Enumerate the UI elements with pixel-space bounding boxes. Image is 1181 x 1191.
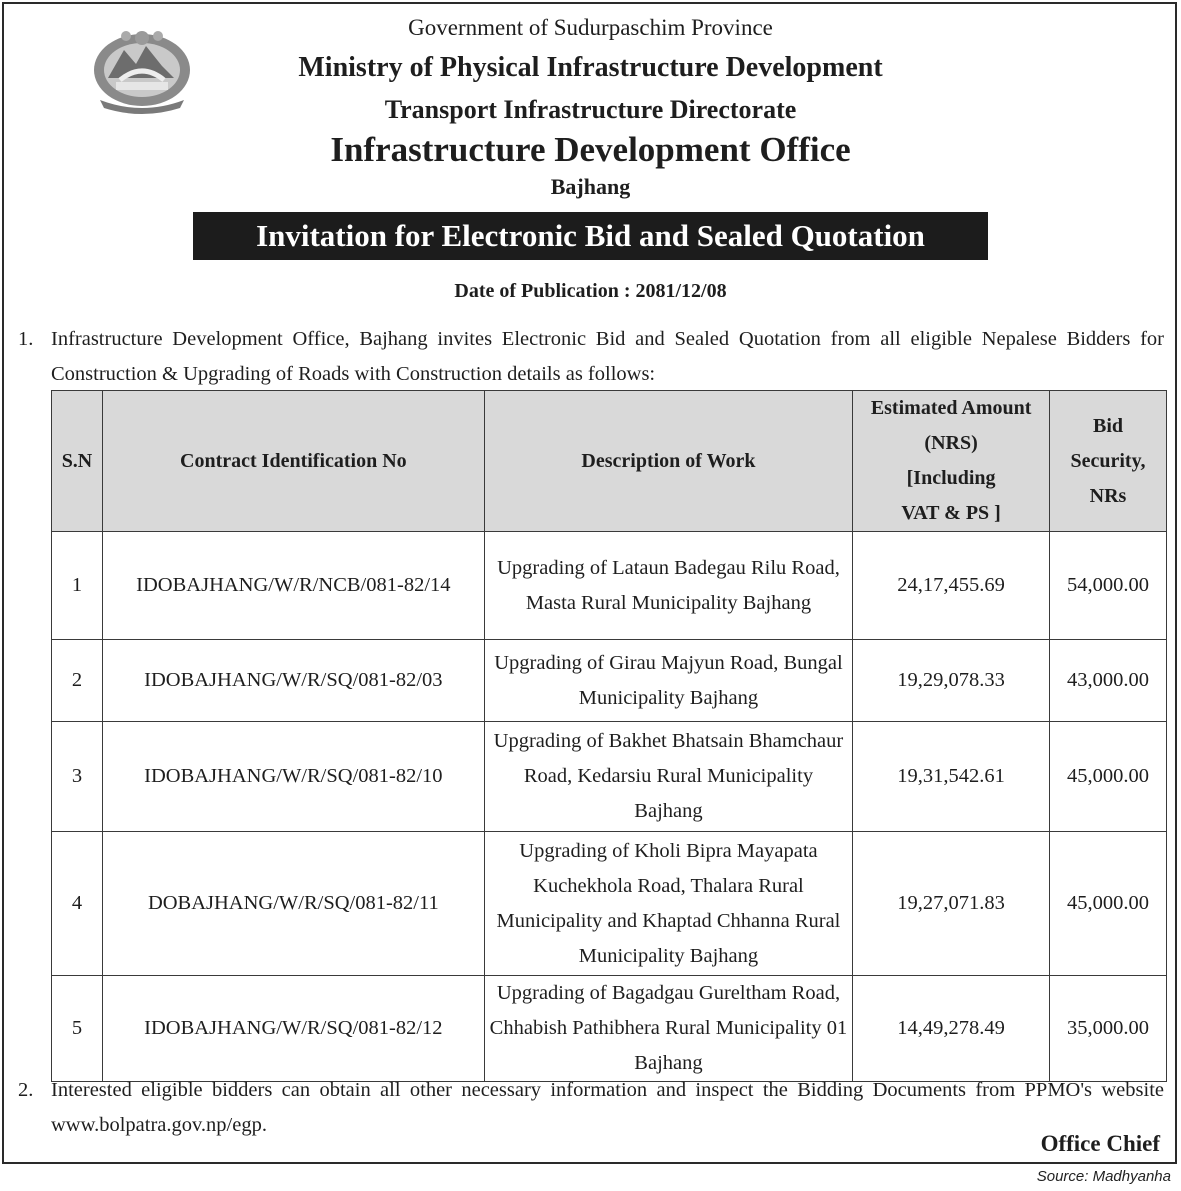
table-row <box>52 976 1167 1082</box>
cell-amount: 19,27,071.83 <box>853 832 1050 976</box>
publication-date: Date of Publication : 2081/12/08 <box>454 280 727 302</box>
cell-security: 45,000.00 <box>1050 722 1167 832</box>
cell-contract-id: IDOBAJHANG/W/R/SQ/081-82/10 <box>102 722 484 832</box>
paragraph-number: 1. <box>18 328 34 350</box>
cell-security: 35,000.00 <box>1050 976 1167 1082</box>
cell-amount: 19,29,078.33 <box>853 640 1050 722</box>
cell-sn: 5 <box>52 976 103 1082</box>
cell-description: Upgrading of Bagadgau Gureltham Road, Chhabish Pathibhera Rural Municipality 01 Bajhang <box>484 976 852 1082</box>
cell-amount: 14,49,278.49 <box>853 976 1050 1082</box>
header-contract-id: Contract Identification No <box>102 391 484 532</box>
table-row <box>52 532 1167 640</box>
cell-security: 43,000.00 <box>1050 640 1167 722</box>
government-heading: Government of Sudurpaschim Province <box>408 15 773 40</box>
cell-contract-id: DOBAJHANG/W/R/SQ/081-82/11 <box>102 832 484 976</box>
directorate-heading: Transport Infrastructure Directorate <box>384 95 797 124</box>
location-heading: Bajhang <box>550 174 631 199</box>
cell-description: Upgrading of Lataun Badegau Rilu Road, Masta Rural Municipality Bajhang <box>484 532 852 640</box>
cell-amount: 24,17,455.69 <box>853 532 1050 640</box>
cell-security: 54,000.00 <box>1050 532 1167 640</box>
cell-contract-id: IDOBAJHANG/W/R/NCB/081-82/14 <box>102 532 484 640</box>
paragraph-text: Interested eligible bidders can obtain all other necessary information and inspect the Bidding Documents from PPMO's website www.bolpatra.gov.np/egp. <box>51 1079 1164 1136</box>
paragraph-text: Infrastructure Development Office, Bajhang invites Electronic Bid and Sealed Quotation from all eligible Nepalese Bidders for Construction & Upgrading of Roads with Construction details as follows: <box>51 328 1164 385</box>
table-row <box>52 640 1167 722</box>
cell-sn: 4 <box>52 832 103 976</box>
table-header-row <box>52 391 1167 532</box>
table-row <box>52 832 1167 976</box>
header-bid-security: Bid Security, NRs <box>1050 391 1167 532</box>
source-credit: Source: Madhyanha <box>1036 1168 1171 1185</box>
cell-description: Upgrading of Bakhet Bhatsain Bhamchaur Road, Kedarsiu Rural Municipality Bajhang <box>484 722 852 832</box>
bid-table <box>51 390 1167 1082</box>
header-estimated-amount: Estimated Amount (NRS) [Including VAT & PS ] <box>853 391 1050 532</box>
ministry-heading: Ministry of Physical Infrastructure Development <box>298 52 883 83</box>
cell-sn: 1 <box>52 532 103 640</box>
table-row <box>52 722 1167 832</box>
cell-amount: 19,31,542.61 <box>853 722 1050 832</box>
paragraph-number: 2. <box>18 1079 34 1101</box>
paragraph-2 <box>18 1073 1164 1143</box>
paragraph-1 <box>18 322 1164 392</box>
office-heading: Infrastructure Development Office <box>330 130 851 169</box>
header-description: Description of Work <box>484 391 852 532</box>
cell-description: Upgrading of Girau Majyun Road, Bungal Municipality Bajhang <box>484 640 852 722</box>
cell-description: Upgrading of Kholi Bipra Mayapata Kuchekhola Road, Thalara Rural Municipality and Khaptad Chhanna Rural Municipality Bajhang <box>484 832 852 976</box>
cell-contract-id: IDOBAJHANG/W/R/SQ/081-82/12 <box>102 976 484 1082</box>
cell-sn: 2 <box>52 640 103 722</box>
notice-title-banner: Invitation for Electronic Bid and Sealed Quotation <box>193 212 988 260</box>
header-sn: S.N <box>52 391 103 532</box>
office-chief-signoff: Office Chief <box>1040 1131 1160 1156</box>
cell-contract-id: IDOBAJHANG/W/R/SQ/081-82/03 <box>102 640 484 722</box>
cell-sn: 3 <box>52 722 103 832</box>
cell-security: 45,000.00 <box>1050 832 1167 976</box>
